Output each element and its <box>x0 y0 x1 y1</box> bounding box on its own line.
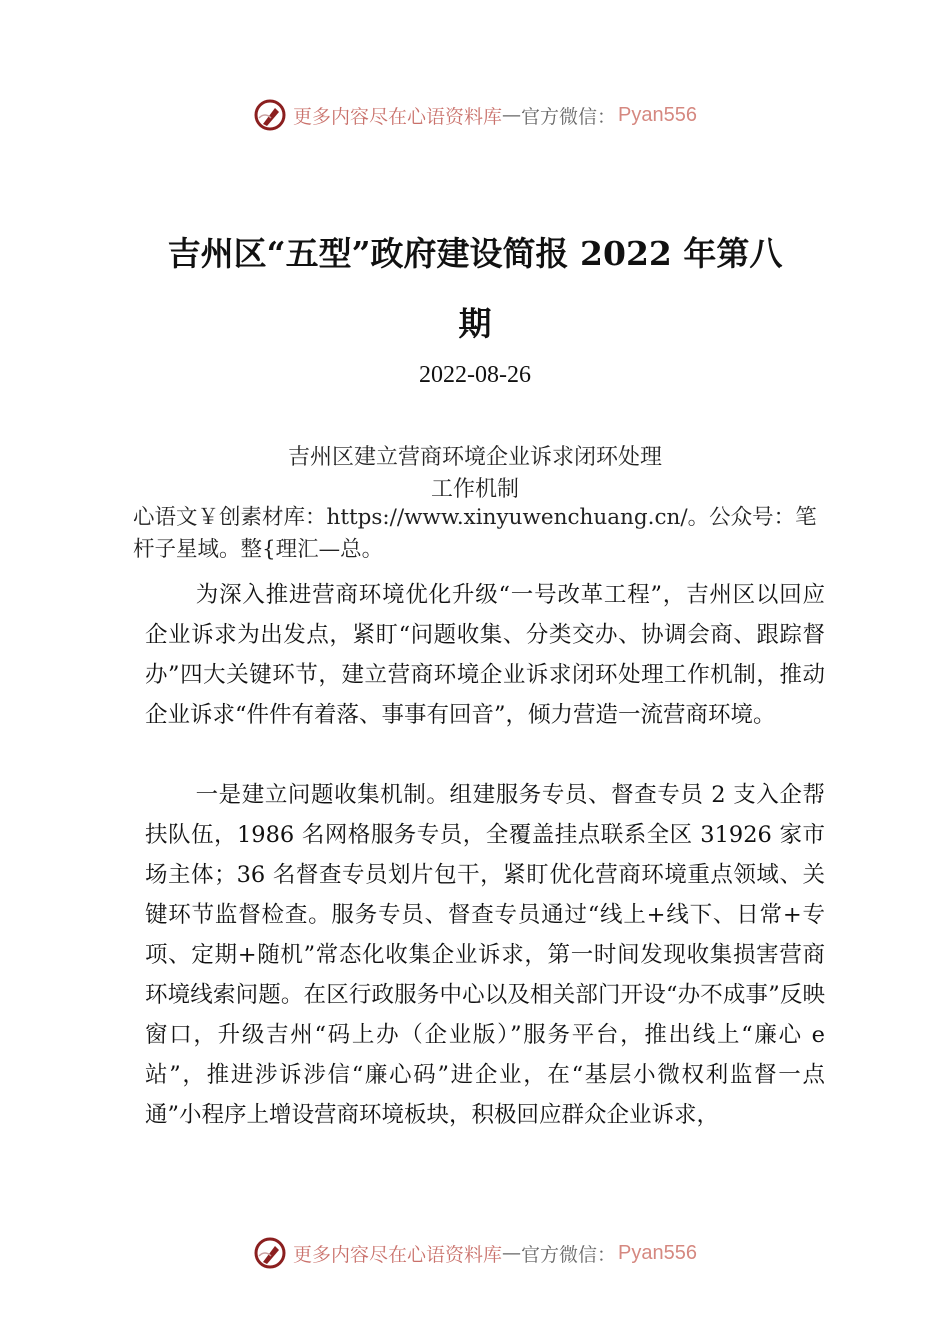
paragraph-text: 一是建立问题收集机制。组建服务专员、督查专员 2 支入企帮扶队伍，1986 名网格服务专员，全覆盖挂点联系全区 31926 家市场主体；36 名督查专员划片包干，紧盯优化营商环境重点领域、关键环节监督检查。服务专员、督查专员通过“线上+线下、日常+专项、定期+随机”常态化收集企业诉求，第一时间发现收集损害营商环境线索问题。在区行政服务中心以及相关部门开设“办不成事”反映窗口，升级吉州“码上办（企业版）”服务平台，推出线上“廉心 e 站”，推进涉诉涉信“廉心码”进企业，在“基层小微权利监督一点通”小程序上增设营商环境板块，积极回应群众企业诉求， <box>145 782 825 1128</box>
subtitle-line2: 工作机制 <box>430 477 519 502</box>
paragraph-intro <box>145 575 825 735</box>
source-note: 心语文￥创素材库：https://www.xinyuwenchuang.cn/。公众号：笔杆子星域。整{理汇—总。 <box>133 505 817 562</box>
paragraph-text: 为深入推进营商环境优化升级“一号改革工程”，吉州区以回应企业诉求为出发点，紧盯“问题收集、分类交办、协调会商、跟踪督办”四大关键环节，建立营商环境企业诉求闭环处理工作机制，推动企业诉求“件件有着落、事事有回音”，倾力营造一流营商环境。 <box>145 582 825 728</box>
paragraph-collection-mechanism <box>145 775 825 1135</box>
wechat-account: Pyan556 <box>618 1241 697 1264</box>
promo-text: 更多内容尽在心语资料库 <box>293 105 503 128</box>
header-banner <box>0 97 950 133</box>
dash: — <box>502 104 522 126</box>
footer-banner <box>0 1235 950 1271</box>
document-title-line2: 期 <box>458 304 492 343</box>
wechat-label: 官方微信： <box>521 105 617 128</box>
pen-nib-logo-icon <box>253 1236 287 1270</box>
document-title-line1: 吉州区“五型”政府建设简报 2022 年第八 <box>167 234 783 273</box>
document-date: 2022-08-26 <box>419 362 531 388</box>
pen-nib-logo-icon <box>253 98 287 132</box>
wechat-account: Pyan556 <box>618 103 697 126</box>
promo-text: 更多内容尽在心语资料库 <box>293 1243 503 1266</box>
wechat-label: 官方微信： <box>521 1243 617 1266</box>
subtitle-line1: 吉州区建立营商环境企业诉求闭环处理 <box>287 445 662 470</box>
dash: — <box>502 1242 522 1264</box>
